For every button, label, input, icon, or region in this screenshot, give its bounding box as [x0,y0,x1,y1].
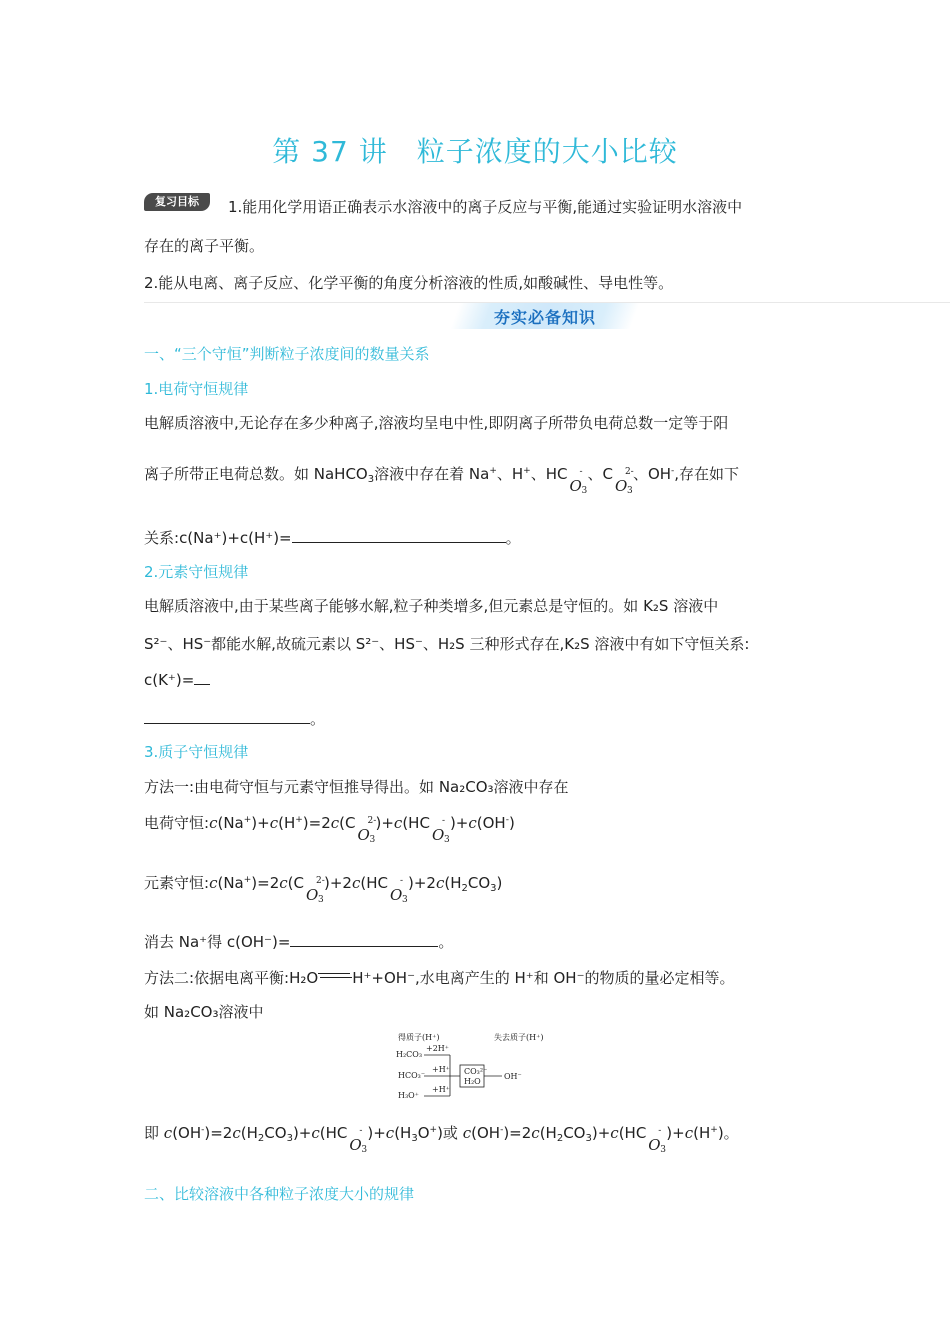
label: 消去 Na⁺得 c(OH⁻)= [144,933,291,951]
section-banner-title: 夯实必备知识 [493,308,596,327]
ion-o3-minus: O - 3 [389,876,408,905]
proton-method-2 [144,967,735,988]
proton-method-1: 方法一:由电荷守恒与元素守恒推导得出。如 Na₂CO₃溶液中存在 [144,778,569,796]
element-relation-cont [144,708,325,729]
text: 关系: [144,529,180,547]
proton-method-2-example: 如 Na₂CO₃溶液中 [144,1003,264,1021]
text: 即 [144,1124,164,1142]
text: 、HC [530,465,568,483]
text: 方法二:依据电离平衡:H₂O [144,969,319,987]
h3o-label: H₃O⁺ [398,1091,419,1100]
page-title: 第 37 讲 粒子浓度的大小比较 [272,135,678,168]
ion-o3-2minus: O 2- 3 [305,876,325,905]
charge-relation [144,527,521,548]
equilibrium-arrow-icon [318,971,352,981]
text: 。 [438,933,454,951]
goal-2: 2.能从电离、离子反应、化学平衡的角度分析溶液的性质,如酸碱性、导电性等。 [144,274,674,292]
label: 元素守恒: [144,874,210,892]
answer-blank[interactable] [194,670,210,685]
oh-label: OH⁻ [504,1072,522,1081]
ion-o3-minus: O - 3 [648,1126,667,1155]
expression: c(Na⁺)+c(H⁺)= [179,529,292,547]
proton-conservation-heading: 3.质子守恒规律 [144,743,249,761]
h2o-label: H₂O [464,1077,481,1086]
plus-h-label: +H⁺ [432,1085,450,1094]
text: 。 [723,1124,739,1142]
element-paragraph-2: S²⁻、HS⁻都能水解,故硫元素以 S²⁻、HS⁻、H₂S 三种形式存在,K₂S 溶液中有如下守恒关系: [144,635,750,653]
co3-label: CO₃²⁻ [464,1067,488,1076]
ion-o3-minus: O - 3 [569,467,588,496]
cancel-na-relation [144,931,453,952]
ion-o3-2minus: O 2- 3 [357,816,377,845]
element-conservation-eq: 元素守恒:c(Na+)=2c(C O 2- 3 )+2c(HC O - 3 )$+2c(H_2CO_3)$ [144,874,503,905]
text: 、C [587,465,613,483]
gain-proton-label: 得质子(H⁺) [398,1033,440,1042]
text: 。 [310,710,326,728]
h2co3-label: H₂CO₃ [396,1050,423,1059]
goal-1-line-2: 存在的离子平衡。 [144,237,265,255]
element-conservation-heading: 2.元素守恒规律 [144,563,249,581]
proton-transfer-diagram [392,1030,562,1102]
plus-2h-label: +2H⁺ [426,1044,449,1053]
charge-paragraph-2: 离子所带正电荷总数。如 NaHCO$_3$溶液中存在着 Na+、H+、HC O - 3 、C O 2- 3 、OH-,存在如下 [144,465,740,496]
element-relation [144,670,210,689]
ion-o3-2minus: O 2- 3 [614,467,634,496]
text: H⁺+OH⁻,水电离产生的 H⁺和 OH⁻的物质的量必定相等。 [352,969,735,987]
expression: c(K⁺)= [144,671,195,689]
hco3-label: HCO₃⁻ [398,1071,426,1080]
element-paragraph-1: 电解质溶液中,由于某些离子能够水解,粒子种类增多,但元素总是守恒的。如 K₂S 溶液中 [144,597,719,615]
goal-1-line-1: 1.能用化学用语正确表示水溶液中的离子反应与平衡,能通过实验证明水溶液中 [228,198,743,216]
text: 、H [496,465,524,483]
text: 、OH [632,465,672,483]
label: 电荷守恒: [144,814,210,832]
section-1-heading: 一、“三个守恒”判断粒子浓度间的数量关系 [144,345,430,363]
text: ,存在如下 [674,465,740,483]
plus-h-label: +H⁺ [432,1065,450,1074]
charge-conservation-eq: 电荷守恒:c(Na+)+c(H+)=2c(C O 2- 3 )+c(HC O - 3 )+c(OH-) [144,814,515,845]
proton-conservation-result: 即 $c(OH^-)=2c(H_2CO_3)+c(HC$ O - 3 )$+c(H_3O^+)$或 $c(OH^-)=2c(H_2CO_3)+c(HC$ O - 3 )+c(H+)。 [144,1124,739,1155]
answer-blank[interactable] [290,932,438,947]
text: 离子所带正电荷总数。如 NaHCO [144,465,368,483]
answer-blank[interactable] [144,709,310,724]
text: 。 [505,529,521,547]
ion-o3-minus: O - 3 [431,816,450,845]
answer-blank[interactable] [292,528,506,543]
ion-o3-minus: O - 3 [349,1126,368,1155]
text: 溶液中存在着 Na [374,465,490,483]
charge-conservation-heading: 1.电荷守恒规律 [144,380,249,398]
lose-proton-label: 失去质子(H⁺) [494,1033,544,1042]
section-2-heading: 二、比较溶液中各种粒子浓度大小的规律 [144,1185,415,1203]
charge-paragraph-1: 电解质溶液中,无论存在多少种离子,溶液均呈电中性,即阴离子所带负电荷总数一定等于阳 [144,414,729,432]
diagram-lines [392,1030,562,1102]
review-goal-badge: 复习目标 [144,193,210,211]
